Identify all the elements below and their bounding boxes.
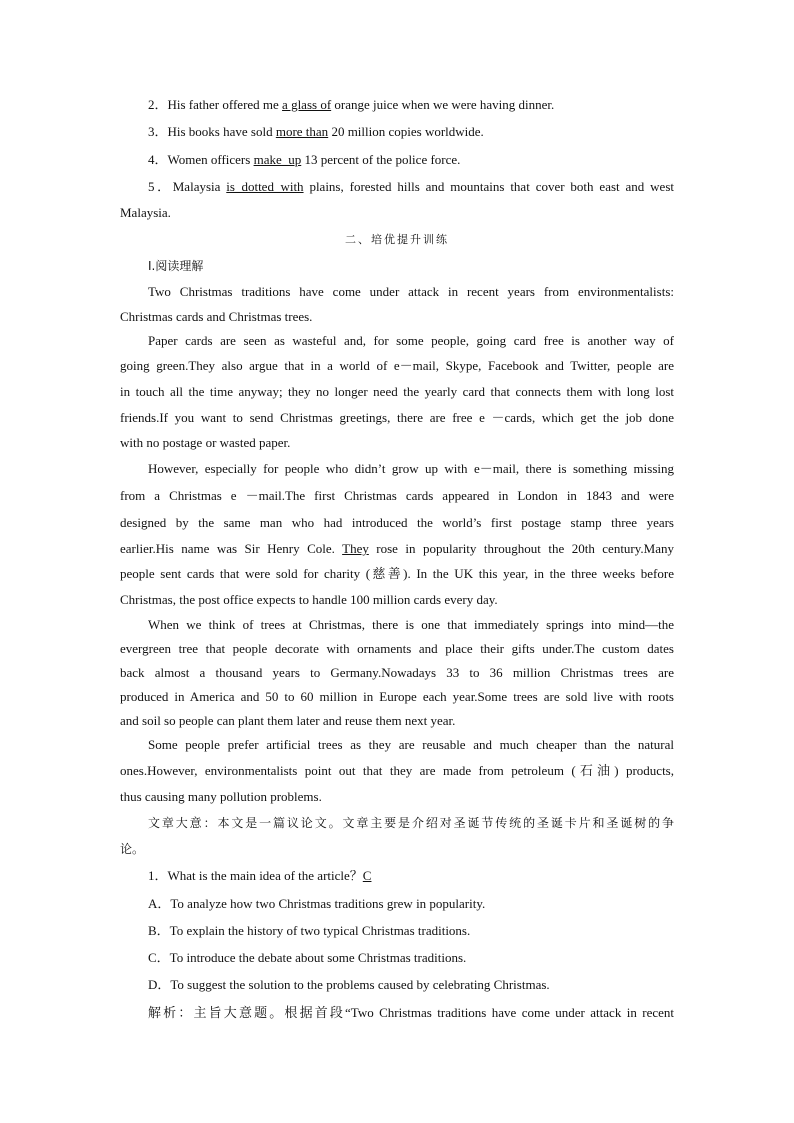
vocab-text: 13 percent of the police force. [301, 152, 461, 167]
analysis-line: 解析：主旨大意题。根据首段“Two Christmas traditions have come under attack in recent [148, 1005, 674, 1020]
vocab-text: 20 million copies worldwide. [328, 124, 484, 139]
underlined-word: They [342, 541, 369, 556]
section-title: 二、培优提升训练 [345, 233, 449, 246]
vocab-answer: a glass of [282, 97, 332, 112]
passage-line: thus causing many pollution problems. [120, 789, 322, 804]
passage-line: When we think of trees at Christmas, there is one that immediately springs into mind—the [148, 617, 674, 632]
vocab-text: 4．Women officers [148, 152, 254, 167]
summary-line: 论。 [120, 842, 145, 856]
passage-line: people sent cards that were sold for charity (慈善). In the UK this year, in the three weeks before [120, 566, 674, 581]
question [148, 868, 674, 884]
vocab-text: 2．His father offered me [148, 97, 283, 112]
vocab-answer: is_dotted_with [226, 179, 304, 194]
passage-line: evergreen tree that people decorate with ornaments and place their gifts under.The custom dates [120, 641, 674, 656]
passage-line: Christmas cards and Christmas trees. [120, 309, 313, 324]
question-answer: C [362, 868, 372, 883]
vocab-item-2 [148, 97, 674, 113]
vocab-text: 3．His books have sold [148, 124, 276, 139]
vocab-answer: more than [275, 124, 329, 139]
vocab-item-4 [148, 152, 674, 168]
passage-line: Christmas, the post office expects to handle 100 million cards every day. [120, 592, 498, 607]
passage-line: from a Christmas e －mail.The first Christmas cards appeared in London in 1843 and were [120, 488, 674, 503]
passage-line: produced in America and 50 to 60 million in Europe each year.Some trees are sold live with roots [120, 689, 674, 704]
summary-line: 文章大意：本文是一篇议论文。文章主要是介绍对圣诞节传统的圣诞卡片和圣诞树的争 [148, 816, 674, 830]
option-d: D．To suggest the solution to the problems caused by celebrating Christmas. [148, 977, 550, 992]
passage-line: friends.If you want to send Christmas greetings, there are free e －cards, which get the job done [120, 410, 674, 425]
passage-line: back almost a thousand years to Germany.Nowadays 33 to 36 million Christmas trees are [120, 665, 674, 680]
passage-line: Some people prefer artificial trees as they are reusable and much cheaper than the natural [148, 737, 674, 752]
passage-text: earlier.His name was Sir Henry Cole. [120, 541, 343, 556]
passage-line [120, 541, 674, 557]
vocab-item-5 [148, 179, 674, 195]
passage-line: and soil so people can plant them later and reuse them next year. [120, 713, 456, 728]
vocab-item-5-cont: Malaysia. [120, 205, 171, 220]
passage-line: designed by the same man who had introduced the world’s first postage stamp three years [120, 515, 674, 530]
passage-line: However, especially for people who didn’t grow up with e－mail, there is something missing [148, 461, 674, 476]
passage-line: in touch all the time anyway; they no longer need the yearly card that connects them with long lost [120, 384, 674, 399]
option-c: C．To introduce the debate about some Christmas traditions. [148, 950, 467, 965]
question-text: 1．What is the main idea of the article？ [148, 868, 363, 883]
vocab-text: orange juice when we were having dinner. [331, 97, 555, 112]
vocab-answer: make_up [253, 152, 302, 167]
passage-line: going green.They also argue that in a world of e－mail, Skype, Facebook and Twitter, people are [120, 358, 674, 373]
option-a: A．To analyze how two Christmas traditions grew in popularity. [148, 896, 486, 911]
passage-line: with no postage or wasted paper. [120, 435, 291, 450]
passage-line: Two Christmas traditions have come under attack in recent years from environmentalists: [148, 284, 674, 299]
vocab-text: plains, forested hills and mountains that cover both east and west [303, 179, 674, 194]
option-b: B．To explain the history of two typical Christmas traditions. [148, 923, 471, 938]
vocab-text: 5．Malaysia [148, 179, 227, 194]
passage-line: ones.However, environmentalists point out that they are made from petroleum (石油) products, [120, 763, 674, 778]
vocab-item-3 [148, 124, 674, 140]
reading-heading: Ⅰ.阅读理解 [148, 259, 204, 273]
passage-text: rose in popularity throughout the 20th century.Many [368, 541, 674, 556]
passage-line: Paper cards are seen as wasteful and, for some people, going card free is another way of [148, 333, 674, 348]
